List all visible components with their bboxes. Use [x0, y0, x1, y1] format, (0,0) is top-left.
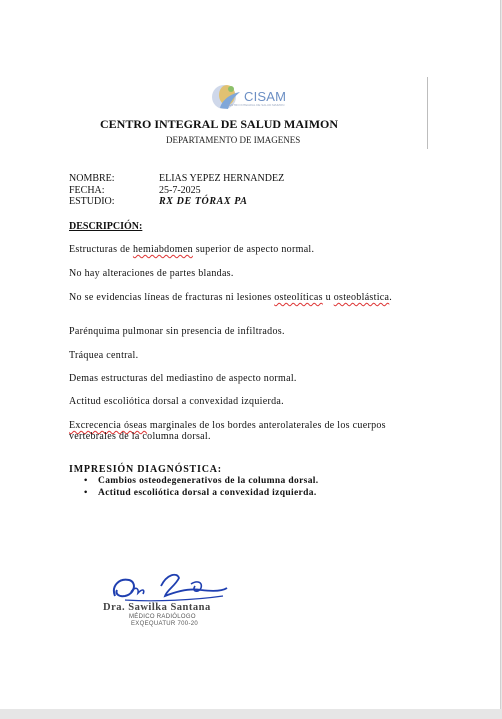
impression-list [84, 476, 319, 499]
finding-trachea: Tráquea central. [69, 350, 139, 361]
center-title: CENTRO INTEGRAL DE SALUD MAIMON [100, 117, 339, 131]
cisam-logo [210, 82, 290, 114]
finding-soft-tissue: No hay alteraciones de partes blandas. [69, 268, 234, 279]
name-value: ELIAS YEPEZ HERNANDEZ [159, 173, 285, 184]
spellcheck-word: hemiabdomen [132, 244, 193, 255]
finding-mediastinum: Demas estructuras del mediastino de aspecto normal. [69, 373, 297, 384]
study-value: RX DE TÓRAX PA [159, 196, 248, 207]
list-item: • Actitud escoliótica dorsal a convexidad izquierda. [84, 487, 317, 498]
finding-excrescence: Excrecencia óseas marginales de los bordes anterolaterales de los cuerpos vertebrales de la columna dorsal. [69, 420, 386, 442]
bullet-icon: • [84, 487, 88, 498]
spellcheck-word: Excrecencia óseas [69, 420, 148, 431]
spellcheck-word: osteolíticas [274, 292, 323, 303]
study-label: ESTUDIO: [69, 196, 115, 207]
department-title: DEPARTAMENTO DE IMAGENES [166, 135, 301, 145]
name-label: NOMBRE: [69, 173, 115, 184]
signer-role: MÉDICO RADIÓLOGO [129, 614, 196, 620]
spellcheck-word: osteoblástica [333, 292, 390, 303]
logo-text: CISAM [244, 89, 287, 104]
viewer-bottom-bar [0, 709, 502, 719]
bullet-icon: • [84, 476, 88, 486]
finding-abdomen: Estructuras de hemiabdomen superior de aspecto normal. [69, 244, 315, 255]
text-boundary-line [427, 77, 428, 149]
signer-name: Dra. Sawilka Santana [103, 602, 211, 613]
list-item: • Cambios osteodegenerativos de la columna dorsal. [84, 476, 319, 486]
finding-fractures: No se evidencias líneas de fracturas ni lesiones osteolíticas u osteoblástica. [69, 292, 393, 303]
impression-heading: IMPRESIÓN DIAGNÓSTICA: [69, 464, 222, 475]
handwritten-signature [105, 566, 235, 606]
signer-exequatur: EXQEQUATUR 700-20 [131, 621, 199, 627]
finding-scoliosis: Actitud escoliótica dorsal a convexidad izquierda. [69, 396, 284, 407]
logo-emblem-icon [210, 82, 246, 114]
finding-lungs: Parénquima pulmonar sin presencia de infiltrados. [69, 326, 285, 337]
description-heading: DESCRIPCIÓN: [69, 221, 143, 232]
logo-subtext: CENTRO INTEGRAL DE SALUD MAIMON [227, 103, 285, 107]
date-value: 25-7-2025 [159, 185, 201, 196]
date-label: FECHA: [69, 185, 105, 196]
